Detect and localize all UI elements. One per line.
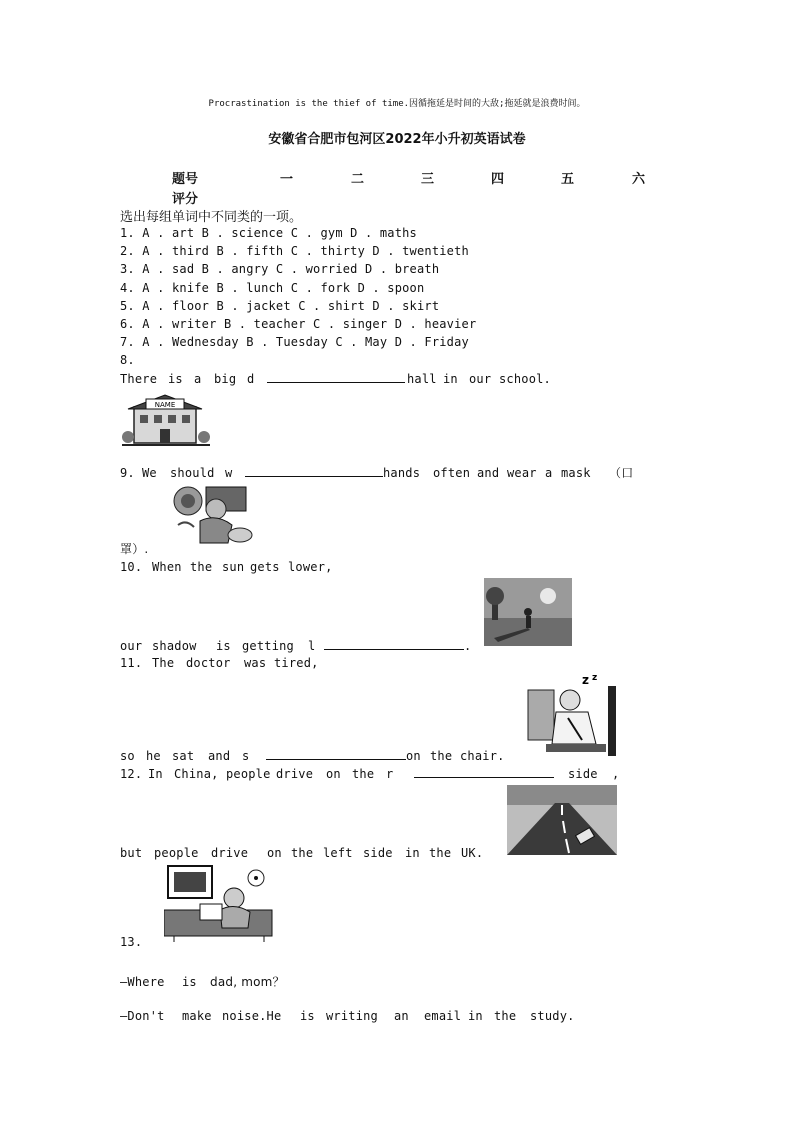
question-item: 2. A . third B . fifth C . thirty D . twentieth xyxy=(120,244,469,258)
word: the xyxy=(494,1009,517,1023)
word: . xyxy=(464,639,472,653)
word: sat xyxy=(172,749,195,763)
word: hall xyxy=(407,372,437,386)
word: often xyxy=(433,466,471,480)
word: school. xyxy=(499,372,551,386)
school-picture xyxy=(120,389,212,455)
word: make xyxy=(182,1009,212,1023)
word: —Don't xyxy=(120,1009,165,1023)
table-col-1: 一 xyxy=(280,172,294,187)
question-item: 1. A . art B . science C . gym D . maths xyxy=(120,226,417,240)
word: in xyxy=(468,1009,483,1023)
table-col-5: 五 xyxy=(561,172,575,187)
word: drive xyxy=(211,846,249,860)
word: r xyxy=(386,767,394,781)
word: email xyxy=(424,1009,462,1023)
word: and xyxy=(477,466,500,480)
sunset-shadow-picture xyxy=(484,578,572,646)
table-col-3: 三 xyxy=(421,172,435,187)
word: 9. xyxy=(120,466,135,480)
word: on xyxy=(406,749,421,763)
q9-end: 罩）. xyxy=(120,542,149,556)
word: China, people xyxy=(174,767,271,781)
word: is xyxy=(182,975,197,989)
word: so xyxy=(120,749,135,763)
q10-line1 xyxy=(120,560,333,574)
word: —Where xyxy=(120,975,165,989)
table-row-label: 题号 xyxy=(172,172,199,187)
word: and xyxy=(208,749,231,763)
word: noise.He xyxy=(222,1009,282,1023)
word: a xyxy=(194,372,202,386)
word: When xyxy=(152,560,182,574)
handwashing-picture xyxy=(170,481,256,547)
question-item: 3. A . sad B . angry C . worried D . breath xyxy=(120,262,440,276)
word: shadow xyxy=(152,639,197,653)
word: lower, xyxy=(288,560,333,574)
word: UK. xyxy=(461,846,484,860)
word: he xyxy=(146,749,161,763)
word: our xyxy=(469,372,492,386)
word: 11. xyxy=(120,656,143,670)
q12-line2 xyxy=(120,846,483,860)
answer-blank[interactable] xyxy=(266,748,406,760)
q13-number: 13. xyxy=(120,935,143,949)
word: mask xyxy=(561,466,591,480)
q10-line2 xyxy=(120,638,471,653)
question-item: 5. A . floor B . jacket C . shirt D . skirt xyxy=(120,299,440,313)
word: tired, xyxy=(274,656,319,670)
word: 12. xyxy=(120,767,143,781)
word: an xyxy=(394,1009,409,1023)
q13-line2 xyxy=(120,1009,575,1023)
word: getting xyxy=(242,639,294,653)
word: was xyxy=(244,656,267,670)
road-picture xyxy=(507,785,617,855)
word: l xyxy=(308,639,316,653)
word: should xyxy=(170,466,215,480)
word: doctor xyxy=(186,656,231,670)
word: side xyxy=(568,767,598,781)
word: （口 xyxy=(609,466,634,480)
word: is xyxy=(216,639,231,653)
q8-sentence xyxy=(120,371,551,386)
word: the xyxy=(430,749,453,763)
table-col-4: 四 xyxy=(491,172,505,187)
word: on xyxy=(326,767,341,781)
page-title: 安徽省合肥市包河区2022年小升初英语试卷 xyxy=(268,132,526,147)
word: d xyxy=(247,372,255,386)
word: a xyxy=(545,466,553,480)
word: There xyxy=(120,372,158,386)
word: , xyxy=(612,767,620,781)
word: is xyxy=(300,1009,315,1023)
word: big xyxy=(214,372,237,386)
word: on xyxy=(267,846,282,860)
q11-line2 xyxy=(120,748,505,763)
word: In xyxy=(148,767,163,781)
q11-line1 xyxy=(120,656,319,670)
table-col-6: 六 xyxy=(632,172,646,187)
answer-blank[interactable] xyxy=(267,371,405,383)
word: side xyxy=(363,846,393,860)
svg-text:z: z xyxy=(592,673,598,683)
answer-blank[interactable] xyxy=(414,766,554,778)
word: 10. xyxy=(120,560,143,574)
word: people xyxy=(154,846,199,860)
word: gets xyxy=(250,560,280,574)
word: chair. xyxy=(460,749,505,763)
table-score-label: 评分 xyxy=(172,192,199,207)
question-item: 4. A . knife B . lunch C . fork D . spoon xyxy=(120,281,425,295)
q13-line1 xyxy=(120,973,285,990)
word: the xyxy=(429,846,452,860)
word: study. xyxy=(530,1009,575,1023)
word: sun xyxy=(222,560,245,574)
table-col-2: 二 xyxy=(351,172,365,187)
study-room-picture xyxy=(164,862,276,944)
q9-sentence xyxy=(120,464,633,481)
word: hands xyxy=(383,466,421,480)
question-item: 7. A . Wednesday B . Tuesday C . May D . Friday xyxy=(120,335,469,349)
answer-blank[interactable] xyxy=(324,638,464,650)
word: left xyxy=(323,846,353,860)
q12-line1 xyxy=(120,766,619,781)
word: w xyxy=(225,466,233,480)
motto: Procrastination is the thief of time.因循拖延是时间的大敌;拖延就是浪费时间。 xyxy=(208,99,586,109)
word: the xyxy=(352,767,375,781)
word: drive xyxy=(276,767,314,781)
question-item: 6. A . writer B . teacher C . singer D . heavier xyxy=(120,317,477,331)
section-instruction: 选出每组单词中不同类的一项。 xyxy=(120,210,303,225)
word: in xyxy=(405,846,420,860)
word: the xyxy=(190,560,213,574)
word: but xyxy=(120,846,143,860)
word: dad, mom？ xyxy=(210,975,285,989)
word: writing xyxy=(326,1009,378,1023)
word: s xyxy=(242,749,250,763)
school-sign-text: NAME xyxy=(154,401,176,409)
word: our xyxy=(120,639,143,653)
word: the xyxy=(291,846,314,860)
word: in xyxy=(443,372,458,386)
word: wear xyxy=(507,466,537,480)
sleeping-doctor-picture xyxy=(526,670,624,756)
answer-blank[interactable] xyxy=(245,465,383,477)
word: is xyxy=(168,372,183,386)
svg-text:z: z xyxy=(582,673,589,687)
word: We xyxy=(142,466,157,480)
word: The xyxy=(152,656,175,670)
q8-number: 8. xyxy=(120,353,135,367)
